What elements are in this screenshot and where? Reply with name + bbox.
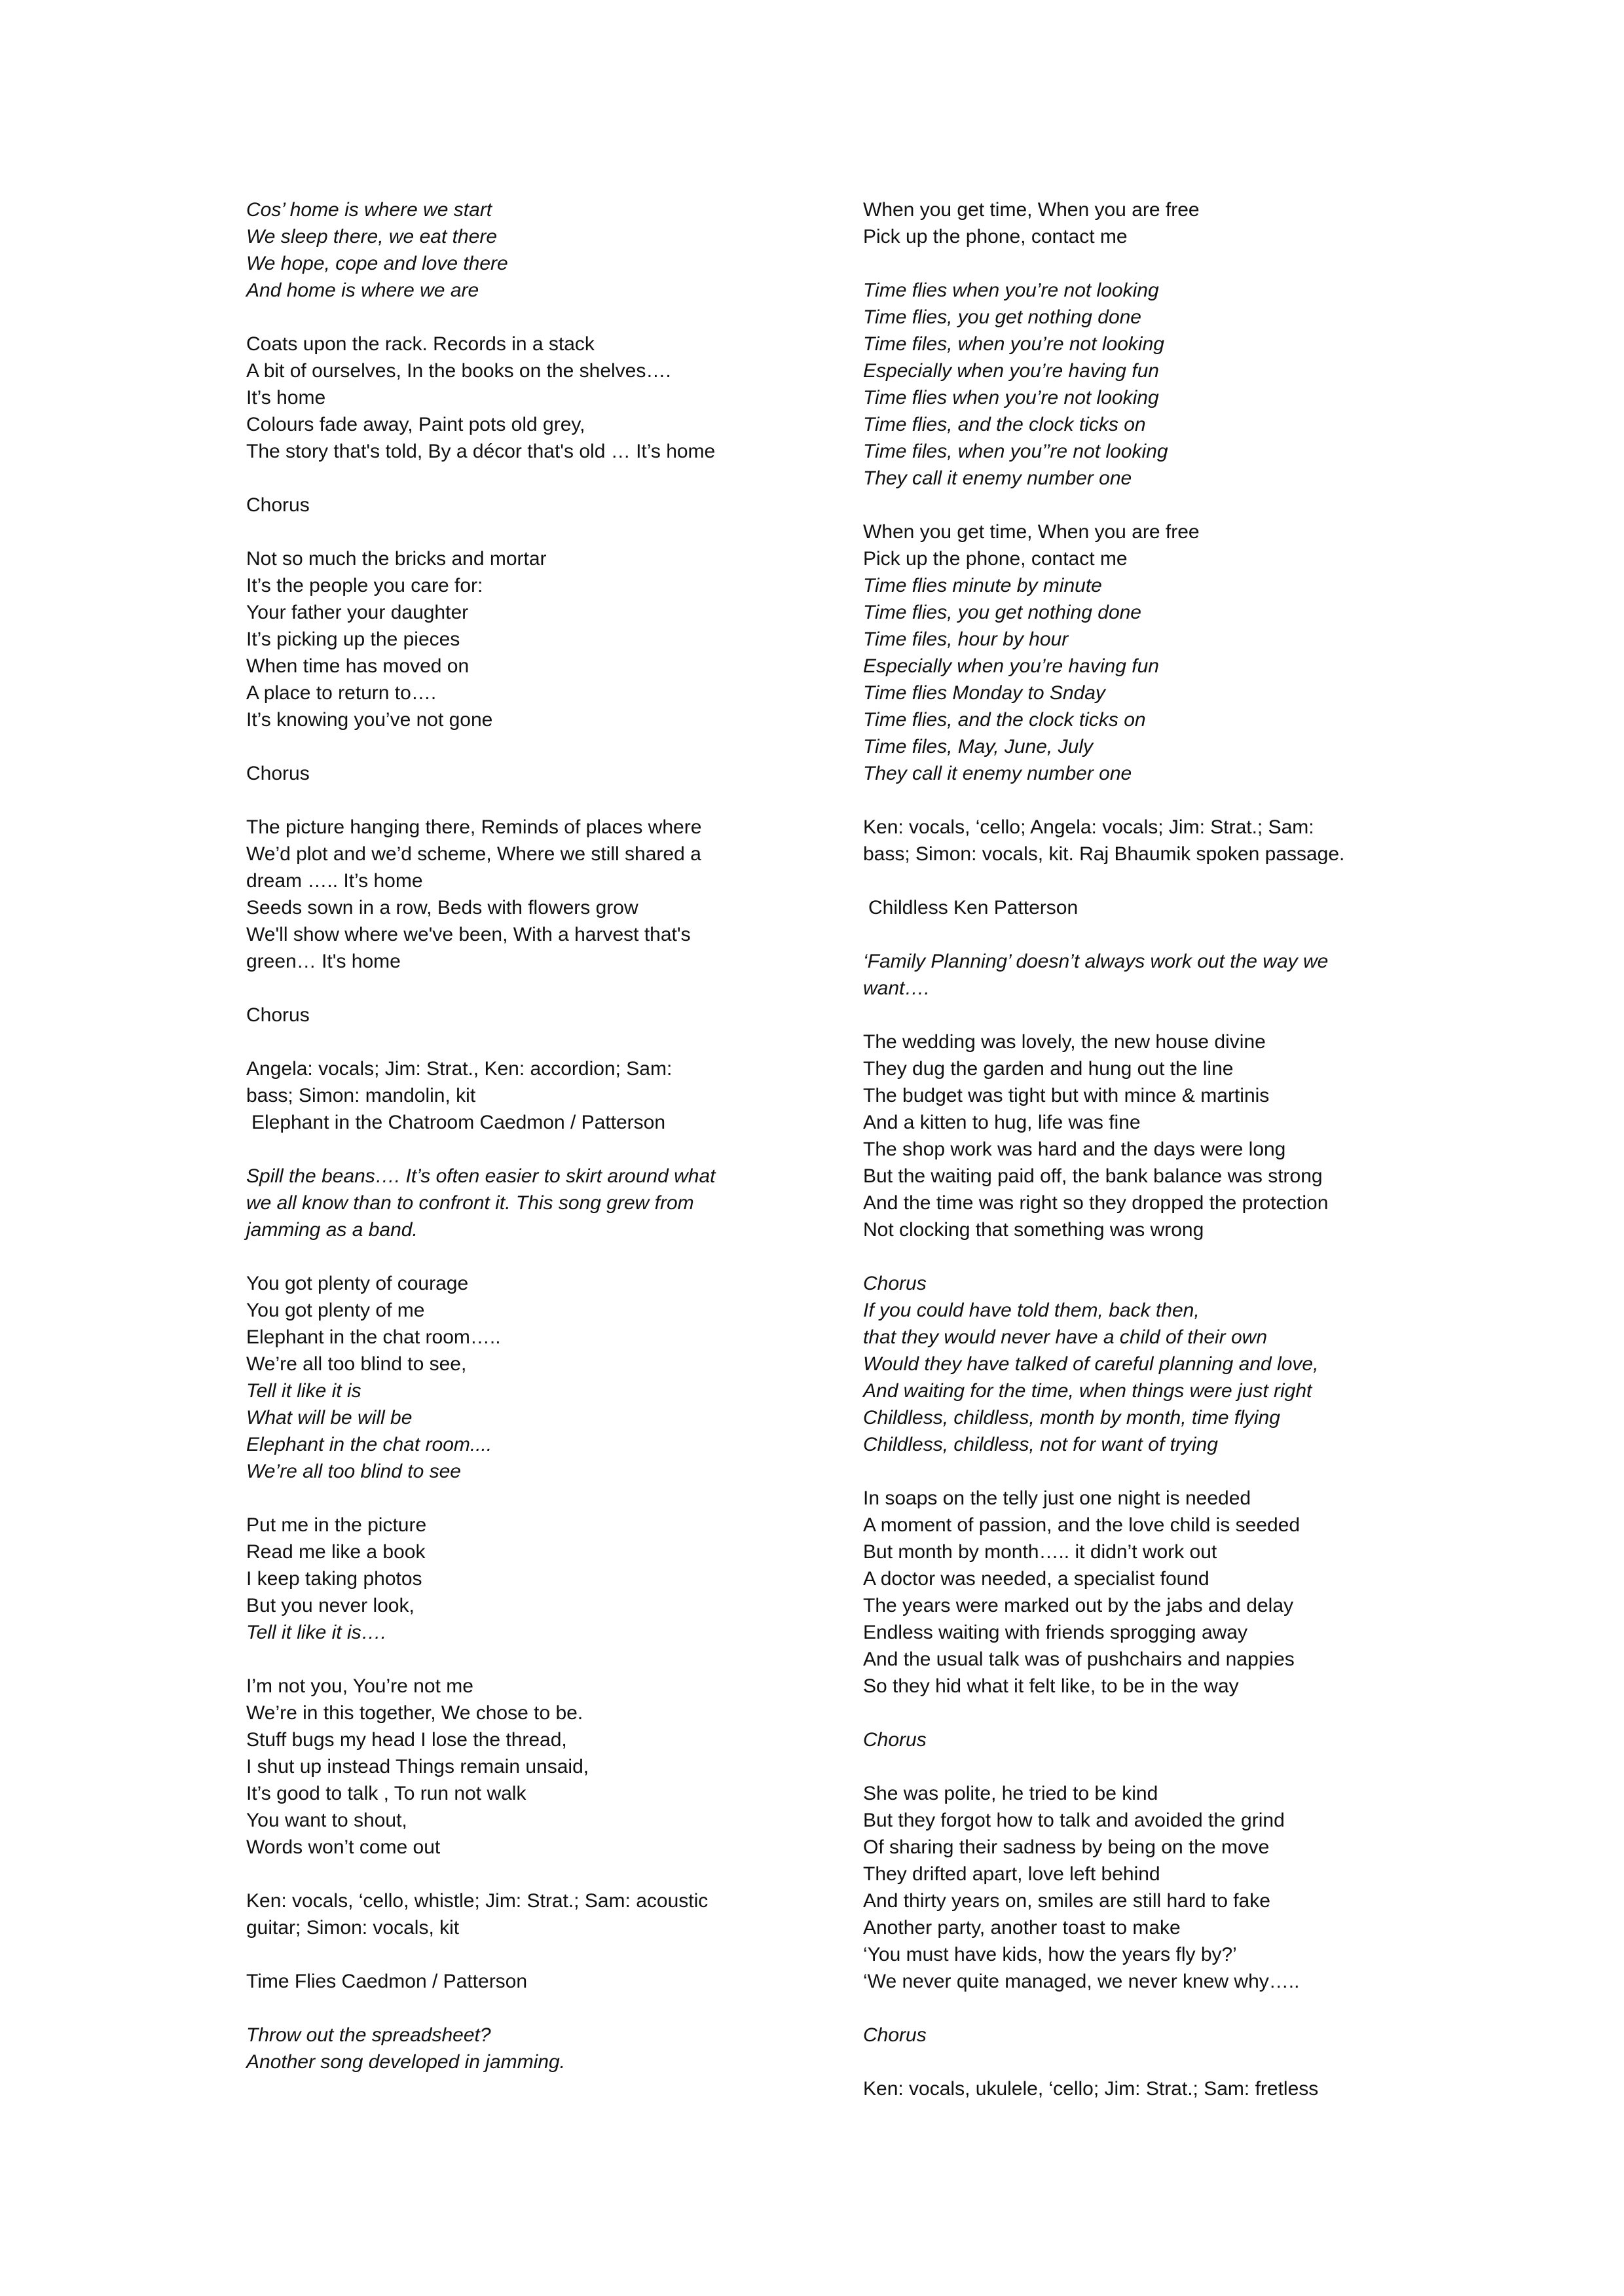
- stanza: [863, 1780, 1387, 1995]
- song-title: [863, 894, 1387, 921]
- lyric-line: And home is where we are: [246, 280, 479, 301]
- chorus-marker: [246, 492, 744, 519]
- lyric-line: I shut up instead Things remain unsaid,: [246, 1756, 589, 1777]
- lyric-line: They call it enemy number one: [863, 763, 1132, 784]
- lyric-line: You want to shout,: [246, 1810, 407, 1831]
- intro-line: ‘Family Planning’ doesn’t always work out the way we: [863, 951, 1329, 972]
- credit-line: bass; Simon: vocals, kit. Raj Bhaumik spoken passage.: [863, 843, 1345, 865]
- credit-line: Ken: vocals, ukulele, ‘cello; Jim: Strat.; Sam: fretless: [863, 2078, 1319, 2100]
- lyric-line: We hope, cope and love there: [246, 253, 508, 274]
- lyric-line: Words won’t come out: [246, 1836, 441, 1858]
- lyric-line: We’re in this together, We chose to be.: [246, 1702, 583, 1724]
- lyric-line: A moment of passion, and the love child is seeded: [863, 1514, 1301, 1536]
- lyric-line: Chorus: [246, 494, 310, 516]
- lyric-line: dream ….. It’s home: [246, 870, 423, 892]
- stanza: [863, 277, 1387, 492]
- stanza: [863, 196, 1387, 250]
- lyric-line: And thirty years on, smiles are still hard to fake: [863, 1890, 1270, 1912]
- lyric-line: Time flies, and the clock ticks on: [863, 414, 1146, 435]
- chorus-marker: [863, 1726, 1387, 1753]
- stanza: [863, 1029, 1387, 1243]
- lyric-line: Time files, when you’re not looking: [863, 333, 1164, 355]
- lyric-line: And the time was right so they dropped the protection: [863, 1192, 1329, 1214]
- lyric-line: But they forgot how to talk and avoided the grind: [863, 1810, 1285, 1831]
- chorus-marker: [863, 2022, 1387, 2049]
- lyric-line: A doctor was needed, a specialist found: [863, 1568, 1209, 1590]
- lyric-line: Time flies when you’re not looking: [863, 280, 1159, 301]
- lyric-line: Endless waiting with friends sprogging away: [863, 1622, 1247, 1643]
- lyric-line: ‘We never quite managed, we never knew why…..: [863, 1971, 1300, 1992]
- stanza: [246, 1270, 744, 1485]
- lyric-line: But month by month….. it didn’t work out: [863, 1541, 1217, 1563]
- lyric-line: Pick up the phone, contact me: [863, 548, 1128, 570]
- title-line: Childless Ken Patterson: [868, 897, 1079, 919]
- stanza: [863, 519, 1387, 787]
- stanza: [246, 196, 744, 304]
- lyric-line: Not clocking that something was wrong: [863, 1219, 1204, 1241]
- lyric-line: She was polite, he tried to be kind: [863, 1783, 1158, 1804]
- song-intro: [863, 948, 1387, 1002]
- lyric-line: ‘You must have kids, how the years fly by?’: [863, 1944, 1237, 1965]
- credit-line: guitar; Simon: vocals, kit: [246, 1917, 460, 1939]
- lyric-line: Your father your daughter: [246, 602, 469, 623]
- lyric-line: Childless, childless, not for want of trying: [863, 1434, 1218, 1455]
- lyric-line: Put me in the picture: [246, 1514, 427, 1536]
- title-line: Time Flies Caedmon / Patterson: [246, 1971, 528, 1992]
- lyric-line: It’s home: [246, 387, 326, 409]
- stanza: [863, 1485, 1387, 1700]
- lyric-line: When you get time, When you are free: [863, 199, 1200, 221]
- lyric-line: The picture hanging there, Reminds of places where: [246, 816, 702, 838]
- lyric-line: Read me like a book: [246, 1541, 426, 1563]
- lyric-line: Childless, childless, month by month, time flying: [863, 1407, 1280, 1429]
- lyric-line: It’s picking up the pieces: [246, 629, 460, 650]
- lyric-line: Cos’ home is where we start: [246, 199, 492, 221]
- lyric-line: We’d plot and we’d scheme, Where we still shared a: [246, 843, 701, 865]
- lyric-line: They dug the garden and hung out the line: [863, 1058, 1234, 1080]
- lyric-line: Elephant in the chat room…..: [246, 1326, 501, 1348]
- lyric-line: Chorus: [863, 1729, 927, 1751]
- lyric-line: Pick up the phone, contact me: [863, 226, 1128, 247]
- credit-line: bass; Simon: mandolin, kit: [246, 1085, 476, 1106]
- lyric-line: Tell it like it is: [246, 1380, 361, 1402]
- song-intro: [246, 2022, 744, 2075]
- lyric-line: When you get time, When you are free: [863, 521, 1200, 543]
- song-title: [246, 1968, 744, 1995]
- lyric-line: Chorus: [246, 763, 310, 784]
- lyric-line: You got plenty of courage: [246, 1273, 469, 1294]
- credits: [246, 1055, 744, 1136]
- lyric-line: Time flies, and the clock ticks on: [863, 709, 1146, 731]
- chorus-marker: [246, 1002, 744, 1029]
- lyric-line: We sleep there, we eat there: [246, 226, 497, 247]
- lyric-line: The wedding was lovely, the new house divine: [863, 1031, 1266, 1053]
- intro-line: Another song developed in jamming.: [246, 2051, 565, 2073]
- song-intro: [246, 1163, 744, 1243]
- lyric-line: Of sharing their sadness by being on the move: [863, 1836, 1270, 1858]
- lyric-line: And a kitten to hug, life was fine: [863, 1112, 1141, 1133]
- stanza: [246, 1512, 744, 1646]
- lyric-line: Time flies, you get nothing done: [863, 306, 1141, 328]
- lyric-line: Time files, May, June, July: [863, 736, 1093, 757]
- lyric-line: But the waiting paid off, the bank balance was strong: [863, 1165, 1323, 1187]
- lyric-line: We’re all too blind to see,: [246, 1353, 467, 1375]
- stanza: [246, 331, 744, 465]
- lyric-line: What will be will be: [246, 1407, 413, 1429]
- lyric-line: And waiting for the time, when things were just right: [863, 1380, 1312, 1402]
- lyric-line: And the usual talk was of pushchairs and nappies: [863, 1649, 1295, 1670]
- lyric-line: The story that's told, By a décor that's old … It’s home: [246, 441, 716, 462]
- lyric-line: Especially when you’re having fun: [863, 655, 1159, 677]
- lyric-line: The shop work was hard and the days were long: [863, 1139, 1286, 1160]
- lyric-line: I’m not you, You’re not me: [246, 1675, 473, 1697]
- lyric-line: But you never look,: [246, 1595, 415, 1616]
- lyric-line: Time flies minute by minute: [863, 575, 1102, 596]
- lyric-line: When time has moved on: [246, 655, 470, 677]
- lyric-line: Stuff bugs my head I lose the thread,: [246, 1729, 567, 1751]
- intro-line: Throw out the spreadsheet?: [246, 2024, 491, 2046]
- lyric-line: It’s the people you care for:: [246, 575, 483, 596]
- lyric-line: Time files, when you’’re not looking: [863, 441, 1168, 462]
- lyric-line: Time flies when you’re not looking: [863, 387, 1159, 409]
- lyric-line: Not so much the bricks and mortar: [246, 548, 547, 570]
- lyric-line: Tell it like it is….: [246, 1622, 386, 1643]
- lyric-line: that they would never have a child of their own: [863, 1326, 1268, 1348]
- lyric-line: It’s knowing you’ve not gone: [246, 709, 493, 731]
- credit-line: Ken: vocals, ‘cello, whistle; Jim: Strat.; Sam: acoustic: [246, 1890, 709, 1912]
- lyric-line: Colours fade away, Paint pots old grey,: [246, 414, 585, 435]
- lyric-line: If you could have told them, back then,: [863, 1300, 1200, 1321]
- lyric-line: A bit of ourselves, In the books on the shelves….: [246, 360, 671, 382]
- lyric-line: Elephant in the chat room....: [246, 1434, 492, 1455]
- intro-line: Spill the beans…. It’s often easier to skirt around what: [246, 1165, 716, 1187]
- right-column: [863, 196, 1387, 2129]
- intro-line: jamming as a band.: [246, 1219, 418, 1241]
- lyric-line: Time files, hour by hour: [863, 629, 1069, 650]
- lyric-line: Chorus: [863, 1273, 927, 1294]
- credits: [863, 2075, 1387, 2102]
- lyric-line: Especially when you’re having fun: [863, 360, 1159, 382]
- lyric-line: Coats upon the rack. Records in a stack: [246, 333, 595, 355]
- intro-line: we all know than to confront it. This song grew from: [246, 1192, 694, 1214]
- lyric-line: You got plenty of me: [246, 1300, 425, 1321]
- lyric-line: Seeds sown in a row, Beds with flowers grow: [246, 897, 638, 919]
- lyric-line: We'll show where we've been, With a harvest that's: [246, 924, 691, 945]
- left-column: [246, 196, 744, 2102]
- lyric-line: I keep taking photos: [246, 1568, 422, 1590]
- lyric-line: Chorus: [863, 2024, 927, 2046]
- credit-line: Angela: vocals; Jim: Strat., Ken: accordion; Sam:: [246, 1058, 673, 1080]
- chorus-marker: [246, 760, 744, 787]
- lyric-line: The budget was tight but with mince & martinis: [863, 1085, 1270, 1106]
- lyric-line: Time flies Monday to Snday: [863, 682, 1105, 704]
- stanza: [246, 814, 744, 975]
- lyric-line: The years were marked out by the jabs and delay: [863, 1595, 1294, 1616]
- credit-line: Ken: vocals, ‘cello; Angela: vocals; Jim: Strat.; Sam:: [863, 816, 1314, 838]
- lyric-line: In soaps on the telly just one night is needed: [863, 1487, 1251, 1509]
- lyric-line: Time flies, you get nothing done: [863, 602, 1141, 623]
- chorus: [863, 1270, 1387, 1458]
- lyric-line: Another party, another toast to make: [863, 1917, 1181, 1939]
- stanza: [246, 545, 744, 733]
- lyric-line: They call it enemy number one: [863, 467, 1132, 489]
- lyric-line: A place to return to….: [246, 682, 437, 704]
- lyric-line: Chorus: [246, 1004, 310, 1026]
- credits: [246, 1887, 744, 1941]
- lyric-line: So they hid what it felt like, to be in the way: [863, 1675, 1239, 1697]
- song-title: Elephant in the Chatroom Caedmon / Patterson: [251, 1112, 666, 1133]
- credits: [863, 814, 1387, 867]
- lyric-line: It’s good to talk , To run not walk: [246, 1783, 526, 1804]
- lyric-line: Would they have talked of careful planning and love,: [863, 1353, 1319, 1375]
- lyric-line: They drifted apart, love left behind: [863, 1863, 1160, 1885]
- intro-line: want….: [863, 977, 930, 999]
- lyric-line: green… It's home: [246, 951, 401, 972]
- lyric-line: We’re all too blind to see: [246, 1461, 461, 1482]
- stanza: [246, 1673, 744, 1861]
